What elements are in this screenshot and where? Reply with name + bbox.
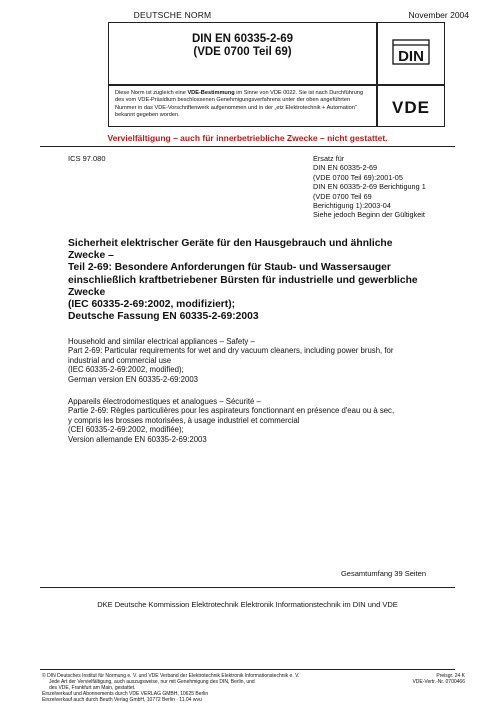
vde-note-box — [108, 85, 377, 127]
title-french — [68, 397, 448, 444]
title-en-line: Household and similar electrical appliances – Safety – — [68, 337, 255, 346]
total-pages: Gesamtumfang 39 Seiten — [340, 569, 426, 578]
title-de-line: (IEC 60335-2-69:2002, modifiziert); — [68, 299, 236, 311]
divider-middle — [40, 587, 455, 588]
publication-date: November 2004 — [408, 10, 469, 20]
vde-order-number: VDE-Vertr.-Nr. 0700466 — [412, 679, 465, 686]
title-german — [68, 238, 428, 323]
footer-line: Einzelverkauf auch durch Beuth Verlag GmbH, 10772 Berlin · 11.04 wvu — [42, 697, 202, 703]
replaces-line: DIN EN 60335-2-69 — [313, 163, 378, 173]
footer-line: Einzelverkauf und Abonnements durch VDE VERLAG GMBH, 10625 Berlin — [42, 691, 209, 698]
footer-line: des VDE, Frankfurt am Main, gestattet. — [49, 685, 136, 692]
price-block — [380, 673, 465, 685]
vde-note-text: Diese Norm ist zugleich eine VDE-Bestimmung im Sinne von VDE 0022. Sie ist nach Durchführung des vom VDE-Präsidium beschlossenen Genehmigungsverfahrens unter der oben angeführten Nummer in das VDE-Vorschriftenwerk aufgenommen und in der „etz Elektrotechnik + Automation“ bekannt gegeben worden. — [115, 90, 364, 118]
vde-logo — [378, 86, 444, 126]
title-fr-line: Version allemande EN 60335-2-69:2003 — [68, 434, 207, 444]
title-fr-line: Appareils électrodomestiques et analogues – Sécurité – — [68, 397, 261, 406]
replaces-block — [313, 154, 426, 220]
title-de-line: einschließlich kraftbetriebener Bürsten für industrielle und gewerbliche — [68, 274, 418, 286]
footer-line: © DIN Deutsches Institut für Normung e. V. und VDE Verband der Elektrotechnik Elektronik Informationstechnik e. V. — [42, 673, 300, 679]
reproduction-notice: Vervielfältigung – auch für innerbetriebliche Zwecke – nicht gestattet. — [107, 133, 388, 143]
din-logo-box — [377, 22, 445, 85]
price-group: Preisgr. 24 K — [436, 673, 465, 679]
title-de-line: Zwecke — [68, 286, 106, 298]
title-de-line: Zwecke – — [68, 250, 114, 262]
standard-number: DIN EN 60335-2-69 — [192, 33, 293, 45]
vde-number: (VDE 0700 Teil 69) — [193, 46, 292, 58]
replaces-line: Siehe jedoch Beginn der Gültigkeit — [313, 210, 425, 220]
norm-type-label: DEUTSCHE NORM — [133, 10, 212, 20]
title-de-line: Sicherheit elektrischer Geräte für den Hausgebrauch und ähnliche — [68, 238, 393, 249]
vde-logo-box — [377, 85, 445, 127]
replaces-line: (VDE 0700 Teil 69):2001-05 — [313, 172, 403, 182]
title-de-line: Deutsche Fassung EN 60335-2-69:2003 — [68, 311, 259, 323]
dke-committee: DKE Deutsche Kommission Elektrotechnik Elektronik Informationstechnik im DIN und VDE — [97, 600, 398, 609]
title-fr-line: Partie 2-69: Règles particulières pour les aspirateurs fonctionnant en présence d'eau ou à sec, — [68, 406, 395, 416]
title-english — [68, 337, 448, 384]
title-fr-line: (CEI 60335-2-69:2002, modifiée); — [68, 425, 184, 435]
footer-line: Jede Art der Vervielfältigung, auch auszugsweise, nur mit Genehmigung des DIN, Berlin, und — [49, 679, 255, 686]
replaces-line: DIN EN 60335-2-69 Berichtigung 1 — [313, 182, 426, 192]
divider-top — [40, 146, 455, 147]
ics-code: ICS 97.080 — [68, 154, 106, 163]
replaces-line: (VDE 0700 Teil 69 — [313, 191, 372, 201]
title-fr-line: y compris les brosses motorisées, à usage industriel et commercial — [68, 415, 300, 425]
title-en-line: (IEC 60335-2-69:2002, modified); — [68, 365, 184, 375]
copyright-footer — [42, 673, 372, 703]
title-de-line: Teil 2-69: Besondere Anforderungen für Staub- und Wassersauger — [68, 262, 391, 274]
title-en-line: Part 2-69: Particular requirements for wet and dry vacuum cleaners, including power brush, for — [68, 346, 394, 356]
svg-text:VDE: VDE — [392, 98, 430, 117]
din-logo — [378, 23, 444, 84]
standard-title-box — [108, 22, 377, 85]
replaces-line: Berichtigung 1):2003-04 — [313, 201, 391, 211]
title-en-line: industrial and commercial use — [68, 355, 172, 365]
title-en-line: German version EN 60335-2-69:2003 — [68, 374, 199, 384]
svg-text:DIN: DIN — [398, 48, 424, 65]
divider-bottom — [40, 669, 455, 670]
replaces-line: Ersatz für — [313, 154, 345, 163]
